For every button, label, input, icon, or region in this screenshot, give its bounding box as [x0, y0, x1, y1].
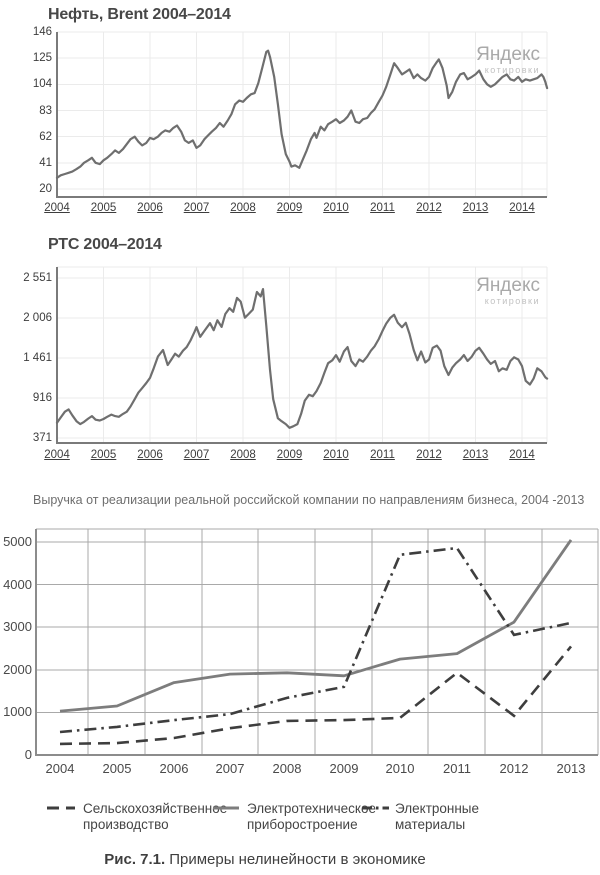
yandex-logo-text: Яндекс: [476, 275, 540, 296]
rts-year-link[interactable]: 2007: [183, 449, 210, 461]
legend-label-electrotechnical: Электротехническое приборостроение: [247, 801, 376, 832]
rts-chart-title: РТС 2004–2014: [48, 236, 162, 253]
yandex-watermark: [476, 275, 540, 307]
solid-line-sample: [213, 804, 239, 812]
brent-chart-title: Нефть, Brent 2004–2014: [48, 6, 231, 23]
brent-year-link[interactable]: 2012: [416, 202, 442, 214]
revenue-year-label: 2011: [443, 761, 471, 776]
revenue-year-label: 2010: [385, 761, 415, 776]
dash-dot-line-sample: [362, 804, 389, 812]
revenue-year-label: 2009: [329, 761, 359, 776]
revenue-y-tick-label: 1000: [3, 704, 32, 720]
rts-year-link[interactable]: 2010: [323, 449, 349, 461]
dashed-line-sample: [47, 804, 75, 812]
rts-year-link[interactable]: 2005: [90, 449, 117, 461]
revenue-year-label: 2008: [272, 761, 302, 776]
rts-y-tick-label: 2 006: [23, 312, 52, 324]
brent-year-link[interactable]: 2010: [323, 202, 349, 214]
rts-year-link[interactable]: 2012: [416, 449, 442, 461]
figure-caption-text: Примеры нелинейности в экономике: [169, 851, 426, 868]
revenue-year-label: 2007: [215, 761, 245, 776]
revenue-year-label: 2012: [499, 761, 529, 776]
legend-label-agriculture: Сельскохозяйственное производство: [83, 801, 228, 832]
revenue-y-tick-label: 5000: [3, 534, 32, 549]
rts-year-link[interactable]: 2004: [44, 449, 70, 461]
rts-y-tick-label: 916: [32, 392, 52, 404]
revenue-year-label: 2004: [45, 761, 75, 776]
figure-number: Рис. 7.1.: [104, 851, 166, 868]
brent-year-link[interactable]: 2014: [509, 202, 535, 214]
brent-price-line: [57, 51, 547, 178]
rts-y-tick-label: 1 461: [23, 352, 52, 364]
revenue-y-tick-label: 2000: [3, 661, 32, 677]
rts-year-link[interactable]: 2014: [509, 449, 535, 461]
rts-y-tick-label: 371: [32, 432, 52, 444]
revenue-year-label: 2013: [556, 761, 586, 776]
legend-label-materials: Электронные материалы: [395, 801, 480, 832]
brent-y-tick-label: 125: [32, 52, 52, 65]
revenue-year-label: 2005: [102, 761, 132, 776]
brent-year-link[interactable]: 2009: [276, 202, 303, 214]
rts-year-link[interactable]: 2008: [230, 449, 256, 461]
revenue-y-tick-label: 0: [24, 747, 32, 762]
brent-y-tick-label: 62: [39, 130, 52, 143]
brent-year-link[interactable]: 2006: [137, 202, 163, 214]
yandex-quotes-label: котировки: [484, 296, 540, 306]
brent-y-tick-label: 83: [39, 104, 52, 117]
brent-year-link[interactable]: 2013: [462, 202, 489, 214]
yandex-quotes-label: котировки: [484, 65, 540, 75]
brent-year-link[interactable]: 2004: [44, 202, 70, 214]
revenue-y-tick-label: 4000: [3, 576, 32, 592]
yandex-watermark: [476, 44, 540, 76]
revenue-y-tick-label: 3000: [3, 619, 32, 635]
rts-year-link[interactable]: 2011: [370, 449, 395, 461]
figure-caption: [0, 851, 530, 868]
yandex-logo-text: Яндекс: [476, 44, 540, 65]
rts-year-link[interactable]: 2013: [462, 449, 489, 461]
rts-year-link[interactable]: 2009: [276, 449, 303, 461]
brent-year-link[interactable]: 2011: [370, 202, 395, 214]
brent-year-link[interactable]: 2005: [90, 202, 117, 214]
rts-year-link[interactable]: 2006: [137, 449, 163, 461]
brent-y-tick-label: 146: [32, 26, 52, 38]
brent-y-tick-label: 20: [39, 183, 52, 195]
brent-y-tick-label: 41: [39, 156, 52, 169]
brent-year-link[interactable]: 2008: [230, 202, 256, 214]
brent-y-tick-label: 104: [32, 78, 52, 91]
rts-y-tick-label: 2 551: [23, 272, 52, 284]
revenue-chart-title: Выручка от реализации реальной российской компании по направлениям бизнеса, 2004 -2013: [33, 493, 585, 507]
brent-year-link[interactable]: 2007: [183, 202, 210, 214]
revenue-year-label: 2006: [159, 761, 189, 776]
